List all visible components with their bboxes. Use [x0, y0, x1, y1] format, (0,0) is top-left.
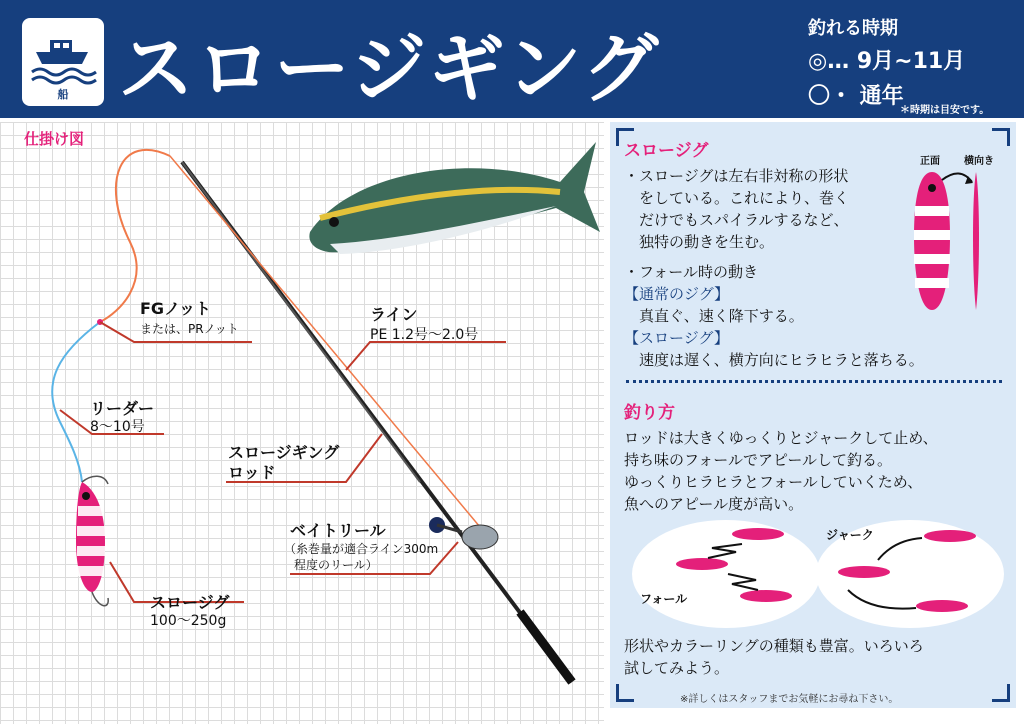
rod-label-1: スロージギング [228, 443, 340, 462]
jig-size: 100～250g [150, 613, 227, 629]
closing-line-2: 試してみよう。 [624, 659, 730, 677]
closing-line-1: 形状やカラーリングの種類も豊富。いろいろ [624, 637, 924, 655]
front-view-label: 正面 [920, 156, 940, 167]
slow-jig-text: 速度は遅く、横方向にヒラヒラと落ちる。 [624, 351, 924, 369]
yellowtail-fish-illustration [309, 142, 600, 254]
method-line-4: 魚へのアピール度が高い。 [624, 495, 804, 513]
slowjig-line-1: ・スロージグは左右非対称の形状 [624, 167, 849, 185]
method-line-2: 持ち味のフォールでアピールして釣る。 [624, 451, 893, 469]
jig-illustration [76, 476, 108, 605]
slowjig-section-title: スロージグ [624, 141, 709, 161]
slowjig-line-4: 独特の動きを生む。 [624, 233, 775, 251]
line-size: PE 1.2号～2.0号 [370, 327, 479, 343]
knot-sub-label: または、PRノット [140, 322, 239, 336]
section-divider [626, 380, 1002, 383]
rig-section-title: 仕掛け図 [24, 130, 85, 148]
boat-icon [22, 18, 104, 106]
boat-label: 船 [57, 88, 69, 101]
jig-label: スロージグ [150, 593, 230, 612]
reel-sub-1: （糸巻量が適合ライン300m [284, 542, 439, 556]
reel-sub-2: 程度のリール） [294, 558, 378, 572]
jig-motion-illustration [632, 520, 1004, 628]
page-title: スロージギング [118, 24, 661, 113]
slow-jig-label: 【スロージグ】 [624, 329, 729, 347]
normal-jig-text: 真直ぐ、速く降下する。 [624, 307, 804, 325]
side-view-label: 横向き [964, 156, 994, 167]
normal-jig-label: 【通常のジグ】 [624, 285, 730, 303]
fall-label: フォール [640, 592, 688, 606]
season-title: 釣れる時期 [808, 18, 898, 39]
reel-icon [429, 517, 498, 549]
footnote: ※詳しくはスタッフまでお気軽にお尋ね下さい。 [680, 694, 899, 705]
season-note: ＊時期は目安です。 [900, 105, 990, 116]
leader-size: 8～10号 [90, 419, 145, 435]
jig-views-illustration [910, 166, 1000, 322]
method-line-3: ゆっくりヒラヒラとフォールしていくため、 [624, 473, 923, 491]
reel-label: ベイトリール [290, 521, 386, 540]
rig-diagram-panel [0, 122, 604, 724]
method-line-1: ロッドは大きくゆっくりとジャークして止め、 [624, 429, 938, 447]
info-panel [610, 122, 1016, 708]
slowjig-line-2: をしている。これにより、巻く [624, 189, 850, 207]
header-banner [0, 0, 1024, 118]
rod-label-2: ロッド [228, 463, 276, 482]
leader-label: リーダー [90, 399, 155, 418]
fall-title: ・フォール時の動き [624, 263, 758, 281]
line-label: ライン [370, 305, 418, 324]
season-best: ◎… 9月~11月 [808, 49, 966, 74]
knot-label: FGノット [140, 299, 211, 318]
slowjig-line-3: だけでもスパイラルするなど、 [624, 211, 849, 229]
season-box [808, 14, 965, 110]
line-label-line [346, 342, 506, 370]
method-section-title: 釣り方 [624, 403, 675, 423]
jerk-label: ジャーク [826, 528, 874, 542]
season-all: 〇・ 通年 [808, 84, 904, 109]
